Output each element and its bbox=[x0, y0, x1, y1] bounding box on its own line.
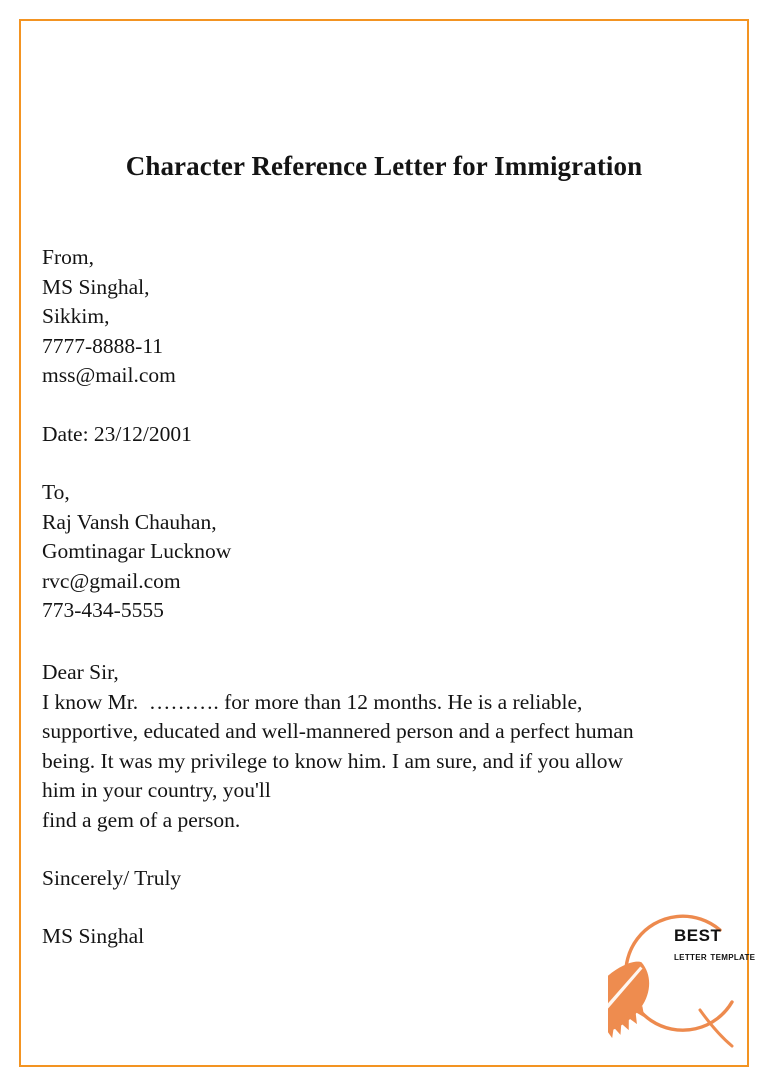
recipient-address-block bbox=[42, 478, 726, 626]
logo-text-group bbox=[674, 922, 758, 964]
sender-phone: 7777-8888-11 bbox=[42, 333, 164, 358]
recipient-phone: 773-434-5555 bbox=[42, 598, 164, 623]
date-block bbox=[42, 420, 726, 450]
salutation: Dear Sir, bbox=[42, 660, 119, 684]
sender-from-label: From, bbox=[42, 245, 94, 269]
logo-brand-primary: best bbox=[674, 920, 722, 947]
recipient-to-label: To, bbox=[42, 480, 70, 504]
body-line: I know Mr. ………. for more than 12 months. He is a reliable, bbox=[42, 689, 583, 714]
signature-name: MS Singhal bbox=[42, 924, 145, 948]
body-line: supportive, educated and well-mannered person and a perfect human bbox=[42, 719, 634, 744]
closing-line: Sincerely/ Truly bbox=[42, 866, 182, 890]
recipient-address: Gomtinagar Lucknow bbox=[42, 539, 232, 564]
date-line: Date: 23/12/2001 bbox=[42, 422, 192, 446]
brand-logo bbox=[608, 906, 754, 1058]
page-title: Character Reference Letter for Immigration bbox=[125, 151, 643, 181]
sender-name: MS Singhal, bbox=[42, 274, 150, 299]
sender-email: mss@mail.com bbox=[42, 363, 176, 388]
closing-block bbox=[42, 864, 726, 894]
body-line: being. It was my privilege to know him. I am sure, and if you allow bbox=[42, 748, 623, 773]
body-line: him in your country, you'll bbox=[42, 778, 271, 803]
recipient-email: rvc@gmail.com bbox=[42, 568, 181, 593]
sender-address: Sikkim, bbox=[42, 304, 110, 329]
sender-address-block bbox=[42, 243, 726, 391]
body-line: find a gem of a person. bbox=[42, 807, 241, 832]
letter-body-block bbox=[42, 658, 726, 836]
logo-brand-secondary: letter template bbox=[674, 951, 756, 963]
recipient-name: Raj Vansh Chauhan, bbox=[42, 509, 217, 534]
